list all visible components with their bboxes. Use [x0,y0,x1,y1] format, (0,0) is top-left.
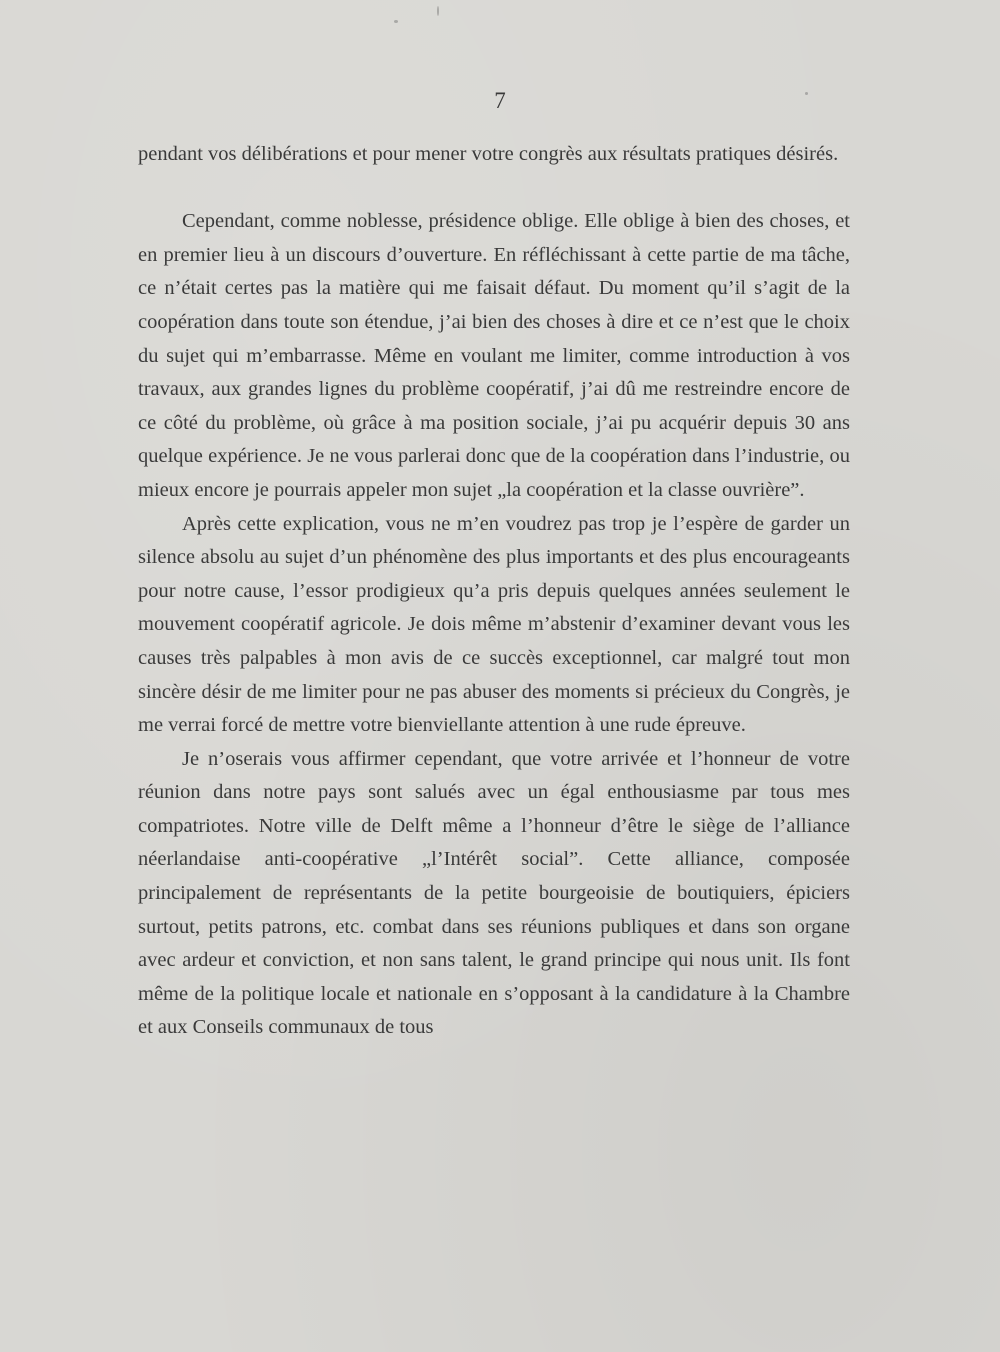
paragraph-delft: Je n’oserais vous affirmer cependant, que votre arrivée et l’honneur de votre réunion dans notre pays sont salués avec un égal enthousiasme par tous mes compatriotes. Notre ville de Delft même a l’honneur d’être le siège de l’alliance néerlandaise anti-coopérative „l’Intérêt social”. Cette alliance, composée principalement de représentants de la petite bourgeoisie de boutiquiers, épiciers surtout, petits patrons, etc. combat dans ses réunions publiques et dans son organe avec ardeur et conviction, et non sans talent, le grand principe qui nous unit. Ils font même de la politique locale et nationale en s’opposant à la candidature à la Chambre et aux Conseils communaux de tous [138,747,850,1039]
print-speck [437,6,439,16]
print-speck [805,92,808,95]
page-number: 7 [494,88,506,113]
paragraph-explication: Après cette explication, vous ne m’en voudrez pas trop je l’espère de garder un silence absolu au sujet d’un phénomène des plus importants et des plus encourageants pour notre cause, l’essor prodigieux qu’a pris depuis quelques années seulement le mouvement coopératif agricole. Je dois même m’abstenir d’examiner devant vous les causes très palpables à mon avis de ce succès exceptionnel, car malgré tout mon sincère désir de me limiter pour ne pas abuser des moments si précieux du Congrès, je me verrai forcé de mettre votre bienviellante attention à une rude épreuve. [138,512,850,737]
paragraph-noblesse: Cependant, comme noblesse, présidence oblige. Elle oblige à bien des choses, et en premier lieu à un discours d’ouverture. En réfléchissant à cette partie de ma tâche, ce n’était certes pas la matière qui me faisait défaut. Du moment qu’il s’agit de la coopération dans toute son étendue, j’ai bien des choses à dire et ce n’est que le choix du sujet qui m’embarrasse. Même en voulant me limiter, comme introduction à vos travaux, aux grandes lignes du problème coopératif, j’ai dû me restreindre encore de ce côté du problème, où grâce à ma position sociale, j’ai pu acquérir depuis 30 ans quelque expérience. Je ne vous parlerai donc que de la coopération dans l’industrie, ou mieux encore je pourrais appeler mon sujet „la coopération et la classe ouvrière”. [138,210,850,501]
paragraph-continuation: pendant vos délibérations et pour mener votre congrès aux résultats pratiques désirés. [138,143,839,165]
body-text [138,138,850,1045]
print-speck [394,20,398,23]
